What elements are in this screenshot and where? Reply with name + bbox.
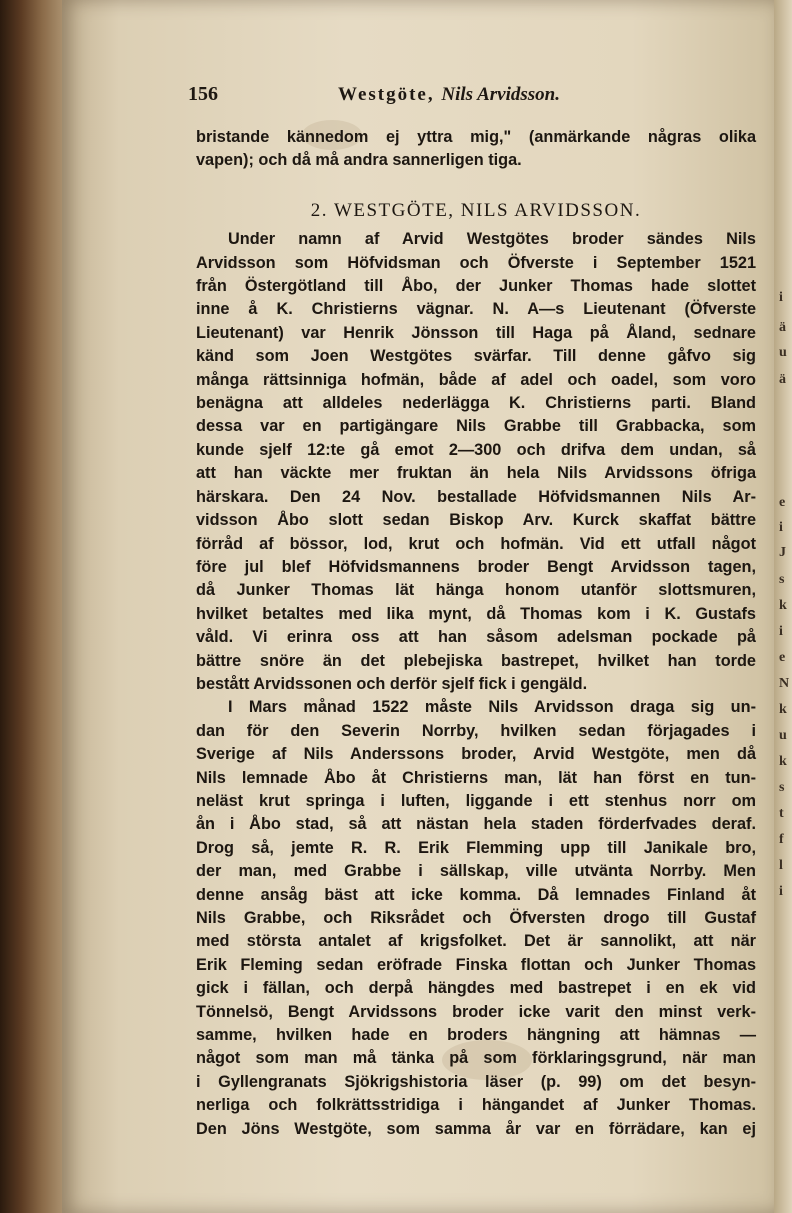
- text-line: då Junker Thomas lät hänga honom utanför slottsmuren,: [196, 581, 756, 600]
- edge-letter: t: [779, 806, 784, 821]
- edge-letter: u: [779, 345, 787, 360]
- paragraph-intro: [196, 126, 756, 173]
- text-line: samme, hvilken hade en broders hängning att hämnas —: [196, 1026, 756, 1045]
- text-line: I Mars månad 1522 måste Nils Arvidsson draga sig un-: [228, 698, 756, 717]
- running-head-caps: Westgöte,: [338, 84, 435, 105]
- edge-letter: u: [779, 728, 787, 743]
- text-line: ån i Åbo stad, så att nästan hela staden förderfvades deraf.: [196, 815, 756, 834]
- paragraph-1: [196, 228, 756, 696]
- page-number: 156: [188, 83, 218, 105]
- text-line: bestått Arvidssonen och derför sjelf fick i gengäld.: [196, 674, 588, 693]
- edge-letter: i: [779, 884, 783, 899]
- text-line: neläst krut springa i luften, liggande i ett stenhus norr om: [196, 791, 756, 810]
- text-line: att han väckte mer fruktan än hela Nils Arvidssons öfriga: [196, 464, 756, 483]
- text-line: med största antalet af krigsfolket. Det är sannolikt, att när: [196, 932, 756, 951]
- text-line: Sverige af Nils Anderssons broder, Arvid Westgöte, men då: [196, 745, 756, 764]
- text-line: härskara. Den 24 Nov. bestallade Höfvidsmannen Nils Ar-: [196, 487, 756, 506]
- edge-letter: ä: [779, 372, 786, 387]
- text-line: något som man må tänka på som förklaringsgrund, när man: [196, 1049, 756, 1068]
- text-line: bristande kännedom ej yttra mig," (anmärkande någras olika: [196, 128, 756, 146]
- text-line: dessa var en partigängare Nils Grabbe till Grabbacka, som: [196, 417, 756, 436]
- text-line: nerliga och folkrättsstridiga i hängandet af Junker Thomas.: [196, 1096, 756, 1115]
- text-line: Drog så, jemte R. R. Erik Flemming upp till Janikale bro,: [196, 838, 756, 857]
- edge-letter: N: [779, 676, 790, 691]
- text-line: kunde sjelf 12:te gå emot 2—300 och drifva dem undan, så: [196, 440, 756, 459]
- edge-letter: l: [779, 858, 783, 873]
- edge-letter: k: [779, 702, 787, 717]
- edge-letter: i: [779, 290, 783, 305]
- running-head: [338, 84, 560, 106]
- text-line: gick i fällan, och derpå hängdes med bastrepet i en ek vid: [196, 979, 756, 998]
- text-line: vidsson Åbo slott sedan Biskop Arv. Kurck skaffat bättre: [196, 511, 756, 530]
- text-line: Arvidsson som Höfvidsman och Öfverste i September 1521: [196, 253, 756, 272]
- running-head-italic: Nils Arvidsson.: [441, 84, 560, 105]
- edge-letter: f: [779, 832, 784, 847]
- text-line: förråd af bössor, lod, krut och hofmän. Vid ett utfall något: [196, 534, 756, 553]
- edge-letter: k: [779, 754, 787, 769]
- text-line: Nils Grabbe, och Riksrådet och Öfversten drogo till Gustaf: [196, 909, 756, 927]
- edge-letter: k: [779, 598, 787, 613]
- edge-letter: i: [779, 624, 783, 639]
- text-line: der man, med Grabbe i sällskap, ville utvänta Norrby. Men: [196, 862, 756, 881]
- edge-letter: ä: [779, 320, 786, 335]
- edge-letter: s: [779, 572, 785, 587]
- text-line: många rättsinniga hofmän, både af adel och oadel, som voro: [196, 370, 756, 389]
- body-text: [196, 126, 756, 1141]
- text-line: benägna att alldeles nederlägga K. Christierns parti. Bland: [196, 394, 756, 413]
- text-line: känd som Joen Westgötes svärfar. Till denne gåfvo sig: [196, 347, 756, 366]
- edge-letter: e: [779, 495, 786, 510]
- text-line: Tönnelsö, Bengt Arvidssons broder icke varit den minst verk-: [196, 1002, 756, 1021]
- text-line: Nils lemnade Åbo åt Christierns man, lät han först en tun-: [196, 768, 756, 787]
- text-line: från Östergötland till Åbo, der Junker Thomas hade slottet: [196, 277, 756, 296]
- text-line: Lieutenant) var Henrik Jönsson till Haga på Åland, sednare: [196, 323, 756, 342]
- section-heading: 2. WESTGÖTE, NILS ARVIDSSON.: [310, 199, 642, 221]
- text-line: bättre snöre än det plebejiska bastrepet, hvilket han torde: [196, 651, 756, 670]
- text-line: hvilket betaltes med lika mynt, då Thomas kom i K. Gustafs: [196, 604, 756, 623]
- edge-letter: J: [779, 545, 786, 560]
- text-line: inne å K. Christierns vägnar. N. A—s Lieutenant (Öfverste: [196, 300, 756, 319]
- text-line: före jul blef Höfvidsmannens broder Bengt Arvidsson tagen,: [196, 557, 756, 576]
- text-line: Under namn af Arvid Westgötes broder sändes Nils: [228, 230, 756, 249]
- edge-letter: i: [779, 520, 783, 535]
- book-spine: [0, 0, 70, 1213]
- edge-letter: e: [779, 650, 786, 665]
- page-header: [188, 83, 748, 111]
- text-line: vapen); och då må andra sannerligen tiga.: [196, 151, 522, 170]
- text-line: våld. Vi erinra oss att han såsom adelsman pockade på: [196, 628, 756, 647]
- text-line: Den Jöns Westgöte, som samma år var en förrädare, kan ej: [196, 1119, 756, 1138]
- text-line: i Gyllengranats Sjökrigshistoria läser (p. 99) om det besyn-: [196, 1072, 756, 1091]
- text-line: denne ansåg bäst att icke komma. Då lemnades Finland åt: [196, 885, 756, 904]
- edge-letter: s: [779, 780, 785, 795]
- text-line: dan för den Severin Norrby, hvilken sedan förjagades i: [196, 721, 756, 740]
- paragraph-2: [196, 696, 756, 1141]
- text-line: Erik Fleming sedan eröfrade Finska flottan och Junker Thomas: [196, 955, 756, 974]
